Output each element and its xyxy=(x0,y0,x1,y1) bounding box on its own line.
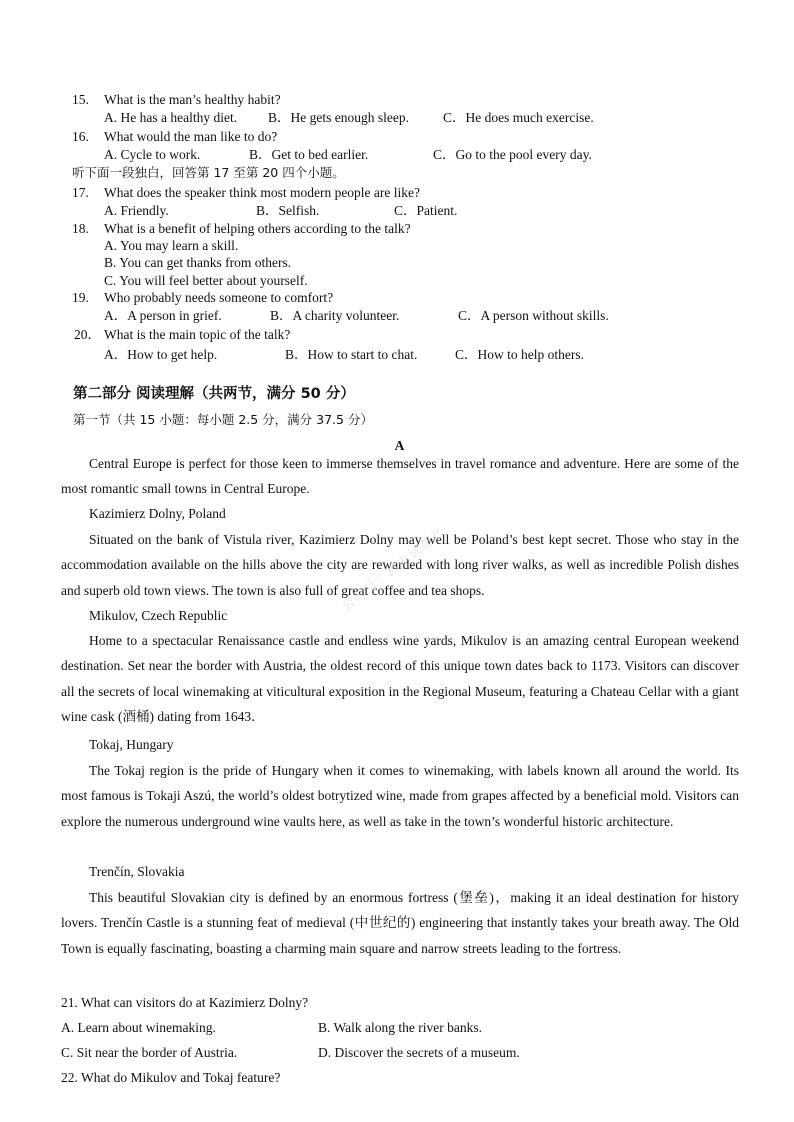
q18-option-b: B. You can get thanks from others. xyxy=(104,255,292,270)
q22-question: 22. What do Mikulov and Tokaj feature? xyxy=(61,1070,281,1085)
passage-intro: Central Europe is perfect for those keen to immerse themselves in travel romance and adventure. Here are some of the most romantic small towns in Central Europe. xyxy=(61,456,739,497)
q19-number: 19. xyxy=(72,290,89,305)
town-name-kazimierz: Kazimierz Dolny, Poland xyxy=(89,506,226,521)
section-title: 第一节（共 15 小题：每小题 2.5 分，满分 37.5 分） xyxy=(73,412,373,427)
q21-option-b: B. Walk along the river banks. xyxy=(318,1020,483,1035)
passage-label: A xyxy=(394,438,405,453)
q19-option-a: A．A person in grief. xyxy=(104,308,222,323)
q16-question: What would the man like to do? xyxy=(104,129,278,144)
q20-option-c: C．How to help others. xyxy=(455,347,584,362)
town-text-kazimierz: Situated on the bank of Vistula river, Kazimierz Dolny may well be Poland’s best kept secret. Those who stay in the accommodation available on the hills above the city are rewarded with long river walks, as well as incredible Polish dishes and superb old town views. The town is also full of great coffee and tea shops. xyxy=(61,532,739,598)
town-text-tokaj: The Tokaj region is the pride of Hungary when it comes to winemaking, with labels known all around the world. Its most famous is Tokaji Aszú, the world’s oldest botrytized wine, made from grapes affected by a beneficial mold. Visitors can explore the numerous underground wine vaults here, as well as take in the town’s wonderful historic architecture. xyxy=(61,763,739,829)
watermark: 公众号：高中试卷君 xyxy=(339,524,448,614)
q20-option-a: A．How to get help. xyxy=(104,347,218,362)
q16-option-b: B．Get to bed earlier. xyxy=(249,147,369,162)
listening-instruction: 听下面一段独白，回答第 17 至第 20 四个小题。 xyxy=(72,165,345,180)
q17-number: 17. xyxy=(72,185,89,200)
q18-option-a: A. You may learn a skill. xyxy=(104,238,239,253)
q17-option-c: C．Patient. xyxy=(394,203,458,218)
town-text-mikulov: Home to a spectacular Renaissance castle and endless wine yards, Mikulov is an amazing central European weekend destination. Set near the border with Austria, the oldest record of this unique town dates back to 1173. Visitors can discover all the secrets of local winemaking at viticultural exposition in the Regional Museum, featuring a Chateau Cellar with a giant wine cask (酒桶) dating from 1643． xyxy=(61,633,739,724)
q20-question: What is the main topic of the talk? xyxy=(104,327,291,342)
part-title: 第二部分 阅读理解（共两节，满分 50 分） xyxy=(73,386,355,402)
q17-option-b: B．Selfish. xyxy=(256,203,320,218)
q20-option-b: B．How to start to chat. xyxy=(285,347,418,362)
q16-option-c: C．Go to the pool every day. xyxy=(433,147,592,162)
q18-question: What is a benefit of helping others according to the talk? xyxy=(104,221,411,236)
q15-question: What is the man’s healthy habit? xyxy=(104,92,281,107)
q20-number: 20． xyxy=(74,327,101,342)
q18-option-c: C. You will feel better about yourself. xyxy=(104,273,308,288)
q15-option-c: C．He does much exercise. xyxy=(443,110,594,125)
q17-question: What does the speaker think most modern people are like? xyxy=(104,185,421,200)
q18-number: 18. xyxy=(72,221,89,236)
q17-option-a: A. Friendly. xyxy=(104,203,169,218)
q19-question: Who probably needs someone to comfort? xyxy=(104,290,334,305)
q19-option-c: C．A person without skills. xyxy=(458,308,609,323)
q16-number: 16. xyxy=(72,129,89,144)
town-name-trencin: Trenčín, Slovakia xyxy=(89,864,185,879)
q15-option-a: A. He has a healthy diet. xyxy=(104,110,238,125)
q21-question: 21. What can visitors do at Kazimierz Dolny? xyxy=(61,995,309,1010)
q19-option-b: B．A charity volunteer. xyxy=(270,308,400,323)
q21-option-d: D. Discover the secrets of a museum. xyxy=(318,1045,520,1060)
town-text-trencin: This beautiful Slovakian city is defined by an enormous fortress (堡垒)，making it an ideal destination for history lovers. Trenčín Castle is a stunning feat of medieval (中世纪的) engineering that instantly takes your breath away. The Old Town is equally fascinating, boasting a charming main square and narrow streets leading to the fortress. xyxy=(61,890,739,956)
q21-option-c: C. Sit near the border of Austria. xyxy=(61,1045,238,1060)
q16-option-a: A. Cycle to work. xyxy=(104,147,201,162)
town-name-mikulov: Mikulov, Czech Republic xyxy=(89,608,228,623)
town-name-tokaj: Tokaj, Hungary xyxy=(89,737,174,752)
q15-number: 15. xyxy=(72,92,89,107)
q21-option-a: A. Learn about winemaking. xyxy=(61,1020,216,1035)
q15-option-b: B．He gets enough sleep. xyxy=(268,110,409,125)
